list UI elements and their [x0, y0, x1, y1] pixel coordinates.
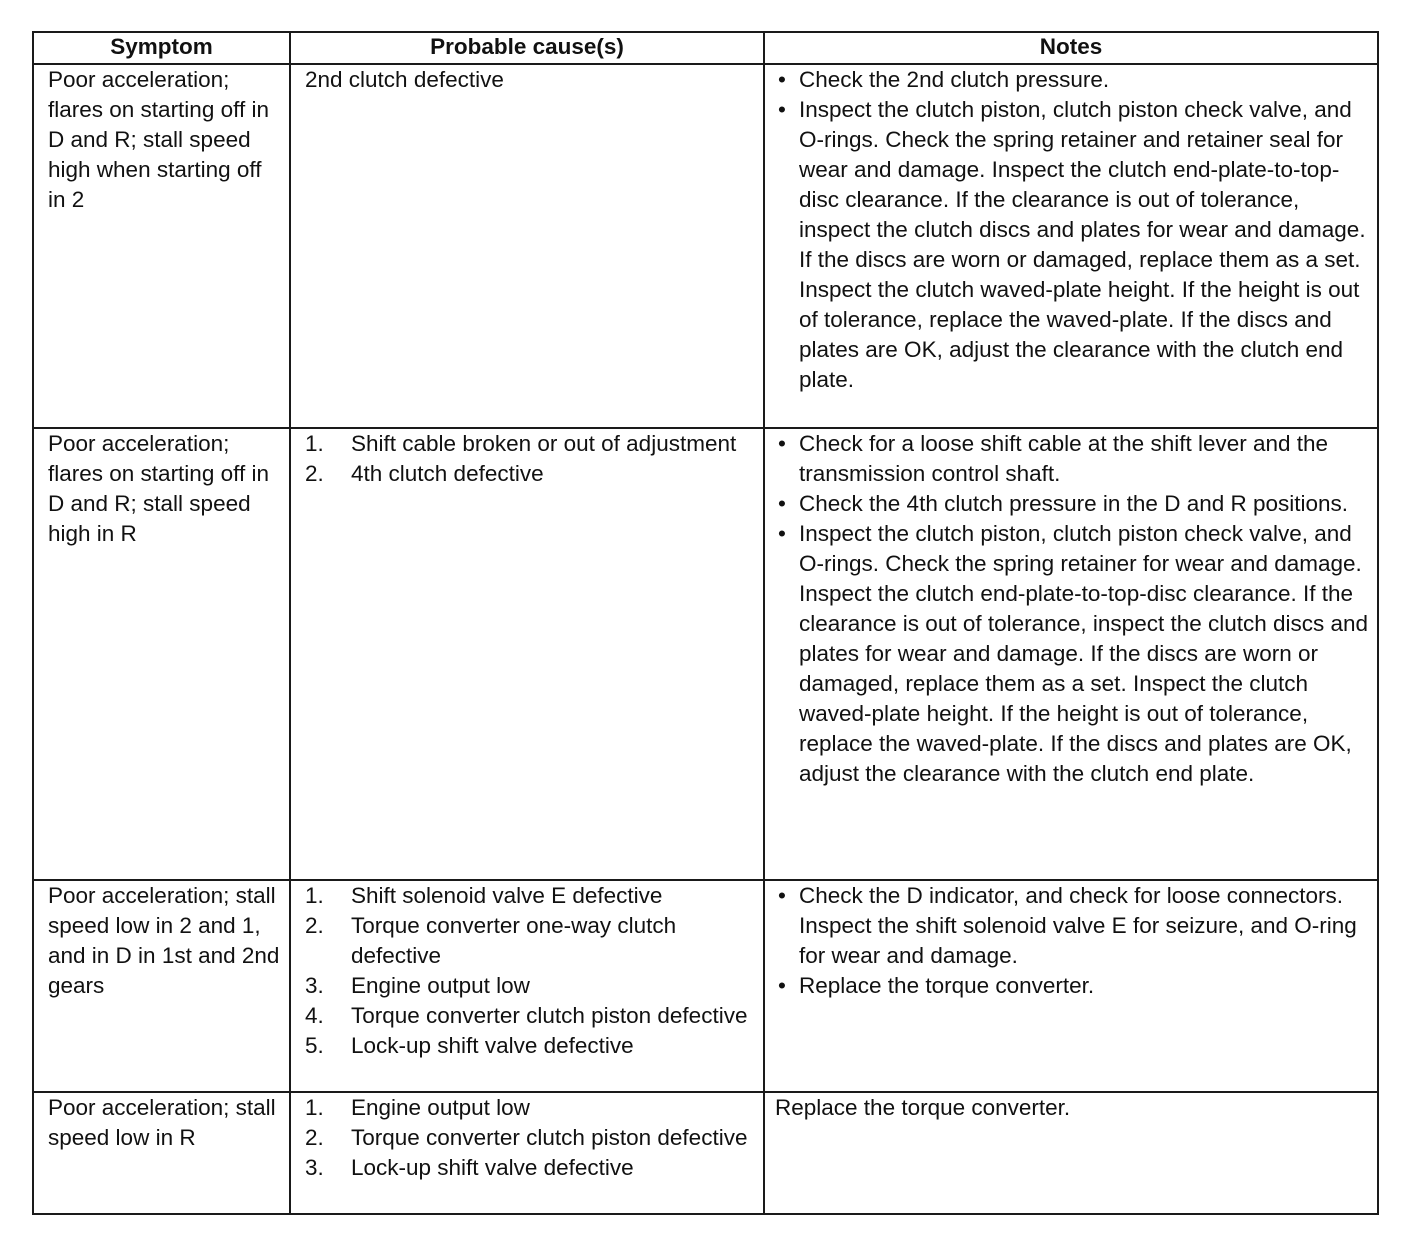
cause-item	[305, 911, 757, 971]
cause-text: Torque converter clutch piston defective	[351, 1003, 748, 1028]
probable-cause-header: Probable cause(s)	[290, 32, 764, 64]
cause-item	[305, 881, 757, 911]
note-item: • Inspect the clutch piston, clutch piston check valve, and O-rings. Check the spring retainer and retainer seal for wear and damage. Inspect the clutch end-plate-to-top-disc clearance. If the clearance is out of tolerance, inspect the clutch discs and plates for wear and damage. If the discs are worn or damaged, replace them as a set. Inspect the clutch waved-plate height. If the height is out of tolerance, replace the waved-plate. If the discs and plates are OK, adjust the clearance with the clutch end plate.	[775, 95, 1373, 395]
cause-text: Lock-up shift valve defective	[351, 1155, 634, 1180]
cause-text: Shift cable broken or out of adjustment	[351, 431, 737, 456]
notes-cell: Replace the torque converter.	[764, 1092, 1378, 1214]
note-item: • Check for a loose shift cable at the shift lever and the transmission control shaft.	[775, 429, 1373, 489]
notes-list	[775, 429, 1373, 789]
cause-number: 1.	[305, 431, 324, 456]
cause-text: Torque converter one-way clutch defective	[351, 913, 677, 968]
cause-text: Shift solenoid valve E defective	[351, 883, 663, 908]
notes-header: Notes	[764, 32, 1378, 64]
probable-cause-cell	[290, 880, 764, 1092]
cause-number: 4.	[305, 1003, 324, 1028]
cause-item	[305, 1031, 757, 1061]
cause-item	[305, 1153, 757, 1183]
note-item: • Inspect the clutch piston, clutch piston check valve, and O-rings. Check the spring retainer for wear and damage. Inspect the clutch end-plate-to-top-disc clearance. If the clearance is out of tolerance, inspect the clutch discs and plates for wear and damage. If the discs are worn or damaged, replace them as a set. Inspect the clutch waved-plate height. If the height is out of tolerance, replace the waved-plate. If the discs and plates are OK, adjust the clearance with the clutch end plate.	[775, 519, 1373, 789]
cause-text: Torque converter clutch piston defective	[351, 1125, 748, 1150]
cause-item	[305, 1093, 757, 1123]
cause-text: Lock-up shift valve defective	[351, 1033, 634, 1058]
cause-number: 1.	[305, 883, 324, 908]
cause-item	[305, 1001, 757, 1031]
table-row	[33, 1092, 1378, 1214]
cause-number: 5.	[305, 1033, 324, 1058]
table-row	[33, 64, 1378, 428]
cause-text: 4th clutch defective	[351, 461, 544, 486]
cause-number: 3.	[305, 1155, 324, 1180]
symptom-cell: Poor acceleration; stall speed low in R	[33, 1092, 290, 1214]
symptom-header: Symptom	[33, 32, 290, 64]
cause-number: 3.	[305, 973, 324, 998]
note-item: • Replace the torque converter.	[775, 971, 1373, 1001]
probable-cause-cell	[290, 428, 764, 880]
notes-cell	[764, 880, 1378, 1092]
symptom-cell: Poor acceleration; stall speed low in 2 and 1, and in D in 1st and 2nd gears	[33, 880, 290, 1092]
cause-number: 1.	[305, 1095, 324, 1120]
causes-list	[305, 1093, 757, 1183]
symptom-cell: Poor acceleration; flares on starting off in D and R; stall speed high in R	[33, 428, 290, 880]
cause-text: Engine output low	[351, 1095, 530, 1120]
cause-item	[305, 1123, 757, 1153]
cause-number: 2.	[305, 913, 324, 938]
table-row	[33, 880, 1378, 1092]
notes-cell	[764, 64, 1378, 428]
notes-cell	[764, 428, 1378, 880]
note-item: • Check the 2nd clutch pressure.	[775, 65, 1373, 95]
notes-list	[775, 881, 1373, 1001]
symptom-cell: Poor acceleration; flares on starting off in D and R; stall speed high when starting off in 2	[33, 64, 290, 428]
probable-cause-cell	[290, 1092, 764, 1214]
cause-item	[305, 429, 757, 459]
table-header-row	[33, 32, 1378, 64]
cause-item	[305, 459, 757, 489]
notes-list	[775, 65, 1373, 395]
cause-number: 2.	[305, 1125, 324, 1150]
causes-list	[305, 881, 757, 1061]
note-item: • Check the 4th clutch pressure in the D and R positions.	[775, 489, 1373, 519]
cause-text: Engine output low	[351, 973, 530, 998]
cause-item	[305, 971, 757, 1001]
table-row	[33, 428, 1378, 880]
cause-number: 2.	[305, 461, 324, 486]
probable-cause-cell: 2nd clutch defective	[290, 64, 764, 428]
troubleshooting-table	[32, 31, 1379, 1215]
note-item: • Check the D indicator, and check for loose connectors. Inspect the shift solenoid valve E for seizure, and O-ring for wear and damage.	[775, 881, 1373, 971]
causes-list	[305, 429, 757, 489]
